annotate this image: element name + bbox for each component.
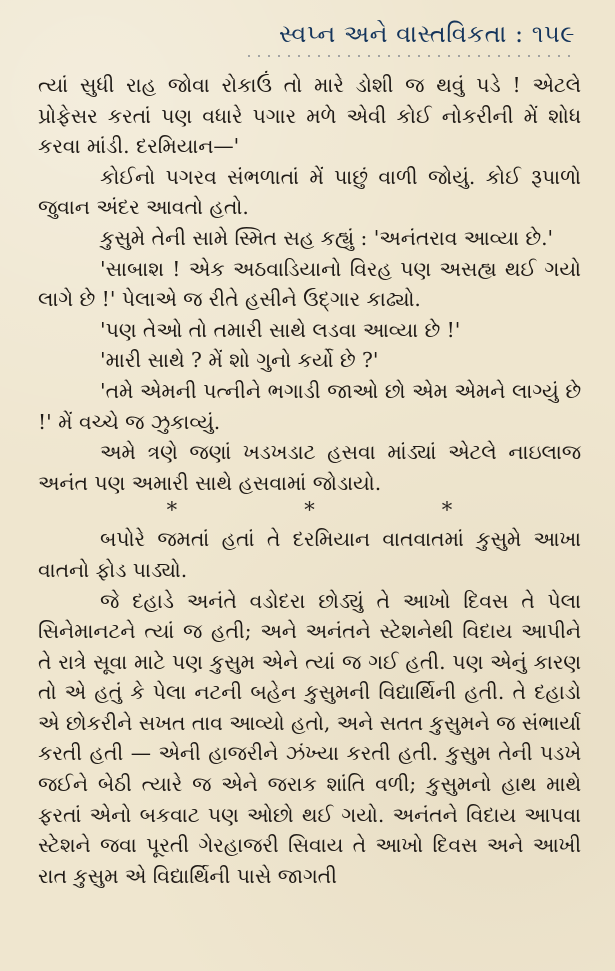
paragraph-7: 'તમે એમની પત્નીને ભગાડી જાઓ છો એમ એમને લાગ્યું છે !' મેં વચ્ચે જ ઝુકાવ્યું.: [38, 378, 581, 434]
section-break: [103, 497, 516, 523]
paragraph-3: કુસુમે તેની સામે સ્મિત સહ કહ્યું : 'અનંતરાવ આવ્યા છે.': [100, 225, 554, 250]
section-break-star: *: [304, 498, 315, 523]
page-body: [38, 70, 581, 891]
running-head: સ્વપ્ન અને વાસ્તવિકતા : ૧૫૯: [279, 20, 575, 48]
paragraph-8: અમે ત્રણે જણાં ખડખડાટ હસવા માંડ્યાં એટલે નાઇલાજ અનંત પણ અમારી સાથે હસવામાં જોડાયો.: [38, 440, 581, 495]
paragraph-4: 'સાબાશ ! એક અઠવાડિયાનો વિરહ પણ અસહ્ય થઈ ગયો લાગે છે !' પેલાએ જ રીતે હસીને ઉદ્ગાર કાઢ્યો.: [38, 256, 581, 312]
paragraph-6: 'મારી સાથે ? મેં શો ગુનો કર્યો છે ?': [100, 348, 379, 373]
paragraph-2: કોઈનો પગરવ સંભળાતાં મેં પાછું વાળી જોયું. કોઈ રૂપાળો જુવાન અંદર આવતો હતો.: [38, 164, 581, 220]
paragraph-1: ત્યાં સુધી રાહ જોવા રોકાઉં તો મારે ડોશી જ થવું પડે ! એટલે પ્રોફેસર કરતાં પણ વધારે પગાર મળે એવી કોઈ નોકરીની મેં શોધ કરવા માંડી. દરમિયાન—': [38, 73, 581, 159]
paragraph-5: 'પણ તેઓ તો તમારી સાથે લડવા આવ્યા છે !': [100, 317, 461, 342]
section-break-star: *: [441, 498, 453, 523]
paragraph-9: બપોરે જમતાં હતાં તે દરમિયાન વાતવાતમાં કુસુમે આખા વાતનો ફોડ પાડ્યો.: [38, 527, 581, 582]
section-break-star: *: [166, 498, 178, 523]
paragraph-10: જે દહાડે અનંતે વડોદરા છોડ્યું તે આખો દિવસ તે પેલા સિનેમાનટને ત્યાં જ હતી; અને અનંતને સ્ટેશનેથી વિદાય આપીને તે રાત્રે સૂવા માટે પણ કુસુમ એને ત્યાં જ ગઈ હતી. પણ એનું કારણ તો એ હતું કે પેલા નટની બહેન કુસુમની વિદ્યાર્થિની હતી. તે દહાડો એ છોકરીને સખત તાવ આવ્યો હતો, અને સતત કુસુમને જ સંભાર્યા કરતી હતી — એની હાજરીને ઝંખ્યા કરતી હતી. કુસુમ તેની પડખે જઈને બેઠી ત્યારે જ એને જરાક શાંતિ વળી; કુસુમનો હાથ માથે ફરતાં એનો બકવાટ પણ ઓછો થઈ ગયો. અનંતને વિદાય આપવા સ્ટેશને જવા પૂરતી ગેરહાજરી સિવાય તે આખો દિવસ અને આખી રાત કુસુમ એ વિદ્યાર્થિની પાસે જાગતી: [38, 588, 581, 888]
header-rule: [243, 52, 573, 60]
